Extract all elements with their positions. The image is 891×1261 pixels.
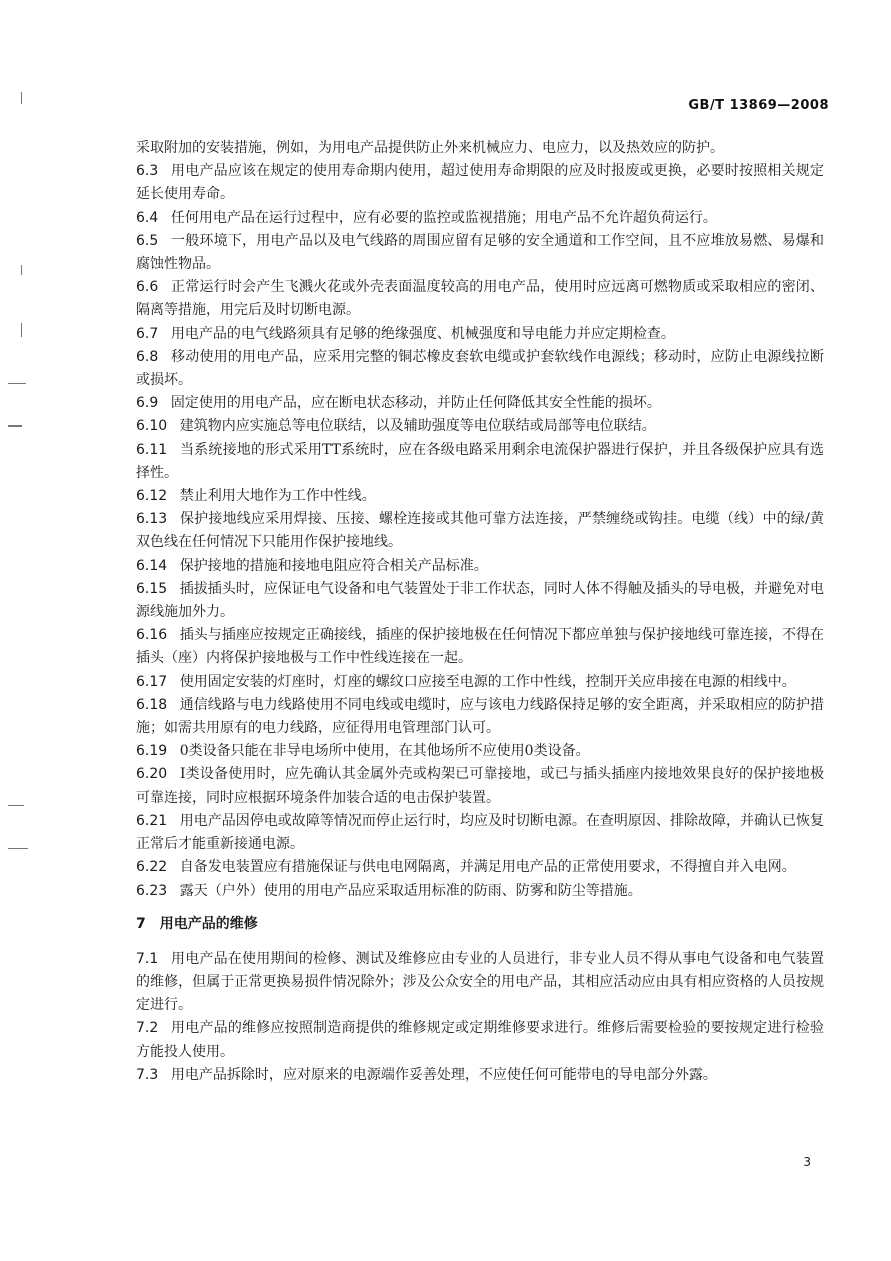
scan-mark bbox=[8, 848, 28, 849]
clause-number: 7.1 bbox=[136, 950, 159, 967]
clause-text: 插拔插头时，应保证电气设备和电气装置处于非工作状态，同时人体不得触及插头的导电极，并避免对电源线施加外力。 bbox=[136, 580, 824, 621]
scan-mark bbox=[8, 383, 26, 384]
clause-paragraph bbox=[136, 740, 824, 763]
clause-paragraph bbox=[136, 230, 824, 276]
clause-text: 当系统接地的形式采用TT系统时，应在各级电路采用剩余电流保护器进行保护，并且各级保护应具有选择性。 bbox=[136, 441, 824, 481]
section-7-title bbox=[136, 913, 824, 936]
clause-text: 用电产品因停电或故障等情况而停止运行时，均应及时切断电源。在查明原因、排除故障，并确认已恢复正常后才能重新接通电源。 bbox=[136, 812, 824, 853]
clause-paragraph bbox=[136, 763, 824, 809]
clause-text: 保护接地线应采用焊接、压接、螺栓连接或其他可靠方法连接，严禁缠绕或钩挂。电缆（线）中的绿/黄双色线在任何情况下只能用作保护接地线。 bbox=[136, 511, 824, 551]
clause-text: 用电产品在使用期间的检修、测试及维修应由专业的人员进行，非专业人员不得从事电气设备和电气装置的维修，但属于正常更换易损件情况除外；涉及公众安全的用电产品，其相应活动应由具有相应资格的人员按规定进行。 bbox=[136, 950, 824, 1014]
clause-paragraph bbox=[136, 880, 824, 903]
clause-paragraph bbox=[136, 856, 824, 879]
clause-number: 6.7 bbox=[136, 325, 159, 342]
clause-number: 6.19 bbox=[136, 743, 168, 760]
clause-paragraph bbox=[136, 207, 824, 230]
clause-text: 固定使用的用电产品，应在断电状态移动，并防止任何降低其安全性能的损坏。 bbox=[170, 395, 661, 412]
lead-paragraph: 采取附加的安装措施，例如，为用电产品提供防止外来机械应力、电应力，以及热效应的防护。 bbox=[136, 140, 724, 156]
standard-code-header: GB/T 13869—2008 bbox=[688, 98, 829, 113]
clause-paragraph bbox=[136, 671, 824, 694]
clause-paragraph bbox=[136, 439, 824, 485]
scan-mark bbox=[21, 265, 22, 275]
clause-paragraph bbox=[136, 160, 824, 206]
section-6-clauses bbox=[136, 160, 824, 903]
clause-number: 7.3 bbox=[136, 1066, 159, 1083]
clause-number: 6.6 bbox=[136, 279, 159, 296]
clause-number: 6.13 bbox=[136, 511, 168, 528]
clause-text: 露天（户外）使用的用电产品应采取适用标准的防雨、防雾和防尘等措施。 bbox=[179, 882, 642, 899]
scan-mark bbox=[8, 805, 24, 806]
clause-text: 禁止利用大地作为工作中性线。 bbox=[179, 488, 376, 505]
clause-number: 6.5 bbox=[136, 232, 159, 249]
clause-paragraph bbox=[136, 392, 824, 415]
clause-number: 6.15 bbox=[136, 580, 168, 597]
clause-number: 6.12 bbox=[136, 488, 168, 505]
clause-paragraph bbox=[136, 694, 824, 740]
clause-text: 用电产品的维修应按照制造商提供的维修规定或定期维修要求进行。维修后需要检验的要按规定进行检验方能投人使用。 bbox=[136, 1020, 824, 1060]
clause-paragraph bbox=[136, 508, 824, 554]
clause-text: 使用固定安装的灯座时，灯座的螺纹口应接至电源的工作中性线，控制开关应串接在电源的相线中。 bbox=[179, 673, 796, 690]
clause-text: 通信线路与电力线路使用不同电线或电缆时，应与该电力线路保持足够的安全距离，并采取相应的防护措施；如需共用原有的电力线路，应征得用电管理部门认可。 bbox=[136, 696, 824, 737]
clause-text: 一般环境下，用电产品以及电气线路的周围应留有足够的安全通道和工作空间，且不应堆放易燃、易爆和腐蚀性物品。 bbox=[136, 232, 824, 273]
section-7-clauses bbox=[136, 948, 824, 1087]
clause-paragraph bbox=[136, 810, 824, 856]
clause-number: 6.14 bbox=[136, 557, 168, 574]
clause-number: 6.9 bbox=[136, 395, 159, 412]
clause-paragraph bbox=[136, 323, 824, 346]
clause-text: 0类设备只能在非导电场所中使用，在其他场所不应使用0类设备。 bbox=[179, 743, 590, 760]
clause-number: 6.3 bbox=[136, 163, 159, 180]
page-number: 3 bbox=[803, 1155, 811, 1169]
scan-mark bbox=[21, 92, 22, 104]
section-7-heading: 用电产品的维修 bbox=[159, 915, 258, 932]
clause-text: 建筑物内应实施总等电位联结，以及辅助强度等电位联结或局部等电位联结。 bbox=[179, 418, 656, 435]
clause-number: 6.8 bbox=[136, 348, 159, 365]
clause-number: 6.17 bbox=[136, 673, 168, 690]
clause-number: 7.2 bbox=[136, 1020, 159, 1037]
clause-paragraph bbox=[136, 1064, 824, 1087]
clause-paragraph bbox=[136, 948, 824, 1018]
clause-number: 6.21 bbox=[136, 812, 168, 829]
clause-number: 6.11 bbox=[136, 441, 168, 458]
clause-paragraph bbox=[136, 346, 824, 392]
clause-text: 任何用电产品在运行过程中，应有必要的监控或监视措施；用电产品不允许超负荷运行。 bbox=[170, 209, 717, 226]
clause-paragraph bbox=[136, 485, 824, 508]
clause-number: 6.22 bbox=[136, 859, 168, 876]
clause-paragraph bbox=[136, 1017, 824, 1063]
scan-mark bbox=[8, 425, 22, 427]
clause-text: 保护接地的措施和接地电阻应符合相关产品标准。 bbox=[179, 557, 488, 574]
clause-text: 用电产品拆除时，应对原来的电源端作妥善处理，不应使任何可能带电的导电部分外露。 bbox=[170, 1066, 717, 1083]
section-7-number: 7 bbox=[136, 915, 146, 932]
clause-paragraph bbox=[136, 624, 824, 670]
clause-text: 插头与插座应按规定正确接线，插座的保护接地极在任何情况下都应单独与保护接地线可靠连接，不得在插头（座）内将保护接地极与工作中性线连接在一起。 bbox=[136, 627, 824, 667]
clause-number: 6.23 bbox=[136, 882, 168, 899]
clause-text: 用电产品的电气线路须具有足够的绝缘强度、机械强度和导电能力并应定期检查。 bbox=[170, 325, 675, 342]
clause-paragraph bbox=[136, 415, 824, 438]
clause-number: 6.16 bbox=[136, 627, 168, 644]
clause-number: 6.10 bbox=[136, 418, 168, 435]
clause-text: 正常运行时会产生飞溅火花或外壳表面温度较高的用电产品，使用时应远离可燃物质或采取相应的密闭、隔离等措施，用完后及时切断电源。 bbox=[136, 279, 824, 319]
clause-text: 用电产品应该在规定的使用寿命期内使用，超过使用寿命期限的应及时报废或更换，必要时按照相关规定延长使用寿命。 bbox=[136, 163, 824, 203]
clause-paragraph bbox=[136, 578, 824, 624]
clause-text: Ⅰ类设备使用时，应先确认其金属外壳或构架已可靠接地，或已与插头插座内接地效果良好的保护接地极可靠连接，同时应根据环境条件加装合适的电击保护装置。 bbox=[136, 766, 824, 806]
clause-number: 6.4 bbox=[136, 209, 159, 226]
clause-number: 6.18 bbox=[136, 696, 168, 713]
clause-number: 6.20 bbox=[136, 766, 168, 783]
scan-mark bbox=[21, 323, 22, 337]
document-body bbox=[136, 137, 824, 1087]
clause-paragraph bbox=[136, 276, 824, 322]
clause-text: 自备发电装置应有措施保证与供电电网隔离，并满足用电产品的正常使用要求，不得擅自并入电网。 bbox=[179, 859, 796, 876]
clause-text: 移动使用的用电产品，应采用完整的铜芯橡皮套软电缆或护套软线作电源线；移动时，应防止电源线拉断或损坏。 bbox=[136, 348, 824, 389]
clause-paragraph bbox=[136, 555, 824, 578]
